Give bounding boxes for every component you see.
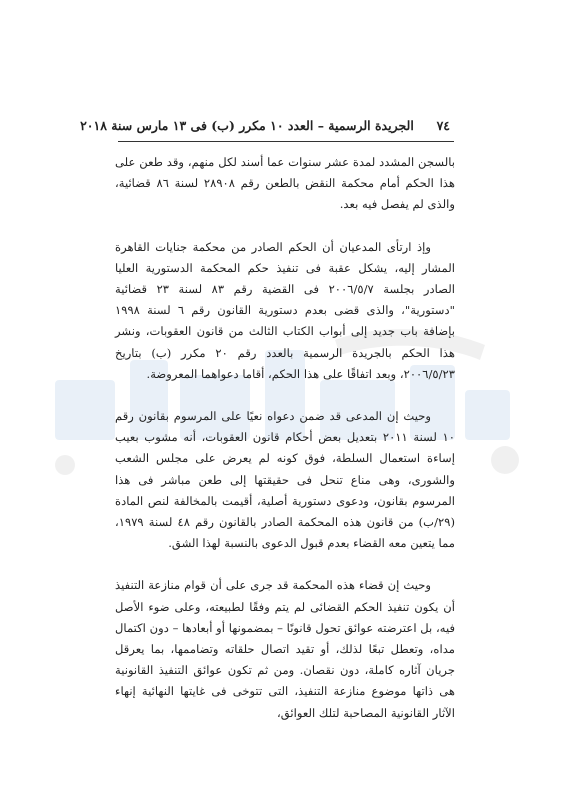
paragraph: وحيث إن قضاء هذه المحكمة قد جرى على أن قوام منازعة التنفيذ أن يكون تنفيذ الحكم القضائى لم يتم وفقًا لطبيعته، وعلى ضوء الأصل فيه، بل اعترضته عوائق تحول قانونًا – بمضمونها أو أبعادها – دون اكتمال مداه، وتعطل تبعًا لذلك، أو تقيد اتصال حلقاته وتضاممها، بما يعرقل جريان آثاره كاملة، دون نقصان. ومن ثم تكون عوائق التنفيذ القانونية هى ذاتها موضوع منازعة التنفيذ، التى تتوخى فى غايتها النهائية إنهاء الآثار القانونية المصاحبة لتلك العوائق، [115, 578, 455, 720]
page-header [80, 118, 450, 133]
paragraph: وحيث إن المدعى قد ضمن دعواه نعيًا على المرسوم بقانون رقم ١٠ لسنة ٢٠١١ بتعديل بعض أحكام قانون العقوبات، أنه مشوب بعيب إساءة استعمال السلطة، فوق كونه لم يعرض على مجلس الشعب والشورى، وهى مناع تنحل فى حقيقتها إلى طعن مباشر فى هذا المرسوم بقانون، ودعوى دستورية أصلية، أقيمت بالمخالفة لنص المادة (٢٩/ب) من قانون هذه المحكمة الصادر بالقانون رقم ٤٨ لسنة ١٩٧٩، مما يتعين معه القضاء بعدم قبول الدعوى بالنسبة لهذا الشق. [115, 409, 455, 551]
document-body [115, 152, 455, 745]
paragraph: بالسجن المشدد لمدة عشر سنوات عما أسند لكل منهم، وقد طعن على هذا الحكم أمام محكمة النقض بالطعن رقم ٢٨٩٠٨ لسنة ٨٦ قضائية، والذى لم يفصل فيه بعد. [115, 155, 455, 212]
paragraph: وإذ ارتأى المدعيان أن الحكم الصادر من محكمة جنايات القاهرة المشار إليه، يشكل عقبة فى تنفيذ حكم المحكمة الدستورية العليا الصادر بجلسة ٢٠٠٦/٥/٧ فى القضية رقم ٨٣ لسنة ٢٣ قضائية "دستورية"، والذى قضى بعدم دستورية القانون رقم ٦ لسنة ١٩٩٨ بإضافة باب جديد إلى أبواب الكتاب الثالث من قانون العقوبات، ونشر هذا الحكم بالجريدة الرسمية بالعدد رقم ٢٠ مكرر (ب) بتاريخ ٢٠٠٦/٥/٢٣، وبعد اتفاقًا على هذا الحكم، أقاما دعواهما المعروضة. [115, 239, 455, 381]
page-number: ٧٤ [436, 118, 450, 133]
header-divider [118, 141, 454, 142]
gazette-title: الجريدة الرسمية – العدد ١٠ مكرر (ب) فى ١٣ مارس سنة ٢٠١٨ [80, 118, 414, 133]
